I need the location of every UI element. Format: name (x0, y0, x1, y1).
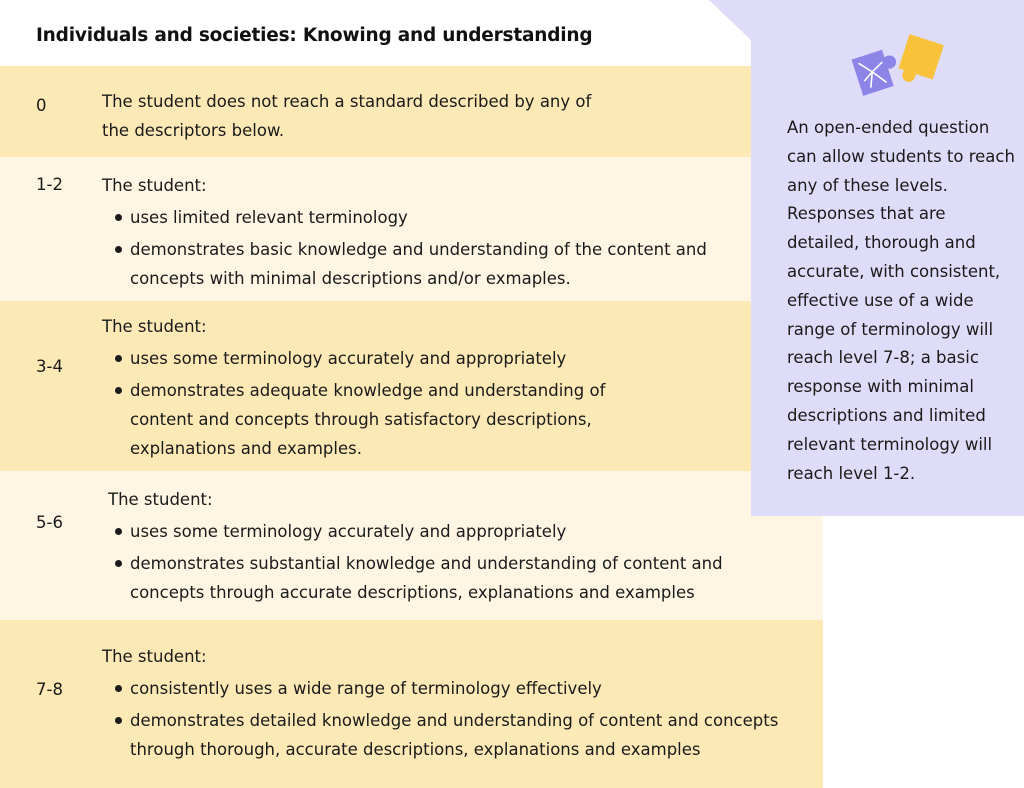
page-title: Individuals and societies: Knowing and understanding (36, 25, 593, 46)
band-intro: The student: (108, 490, 213, 509)
band-level-label: 0 (36, 96, 47, 115)
list-item: consistently uses a wide range of terminology effectively (102, 674, 802, 703)
band-intro: The student: (102, 176, 207, 195)
side-note-text: An open-ended question can allow students to reach any of these levels. Responses that are detailed, thorough and accurate, with consistent, effective use of a wide range of terminology will reach level 7-8; a basic response with minimal descriptions and limited relevant terminology will reach level 1-2. (787, 118, 1015, 483)
list-item: uses some terminology accurately and appropriately (102, 344, 662, 373)
rubric-band-level-0 (0, 66, 823, 157)
rubric-band-level-1-2 (0, 157, 823, 301)
band-bullet-list (108, 517, 808, 607)
band-bullet-list (102, 674, 802, 764)
band-intro: The student: (102, 317, 207, 336)
list-item: demonstrates basic knowledge and understanding of the content and concepts with minimal descriptions and/or exmaples. (102, 235, 712, 293)
side-note-pointer (709, 0, 753, 42)
band-descriptor (102, 87, 622, 145)
list-item: demonstrates substantial knowledge and understanding of content and concepts through accurate descriptions, explanations and examples (102, 549, 802, 607)
band-level-label: 3-4 (36, 357, 63, 376)
band-bullet-list (102, 344, 662, 463)
band-intro: The student: (102, 647, 207, 666)
band-descriptor (102, 171, 712, 293)
rubric-band-level-3-4 (0, 301, 823, 471)
band-level-label: 1-2 (36, 175, 63, 194)
band-level-label: 5-6 (36, 513, 63, 532)
band-intro: The student does not reach a standard described by any of the descriptors below. (102, 92, 592, 140)
band-bullet-list (102, 203, 712, 293)
band-descriptor (102, 312, 662, 463)
list-item: uses some terminology accurately and appropriately (102, 517, 802, 546)
list-item: demonstrates detailed knowledge and understanding of content and concepts through thorough, accurate descriptions, explanations and examples (102, 706, 802, 764)
rubric-band-level-5-6 (0, 471, 823, 620)
band-descriptor (108, 485, 808, 607)
puzzle-icon (848, 30, 944, 98)
list-item: demonstrates adequate knowledge and understanding of content and concepts through satisfactory descriptions, explanations and examples. (102, 376, 662, 463)
list-item: uses limited relevant terminology (102, 203, 712, 232)
band-descriptor (102, 642, 802, 764)
rubric-band-level-7-8 (0, 620, 823, 788)
band-level-label: 7-8 (36, 680, 63, 699)
rubric-table (0, 66, 823, 788)
